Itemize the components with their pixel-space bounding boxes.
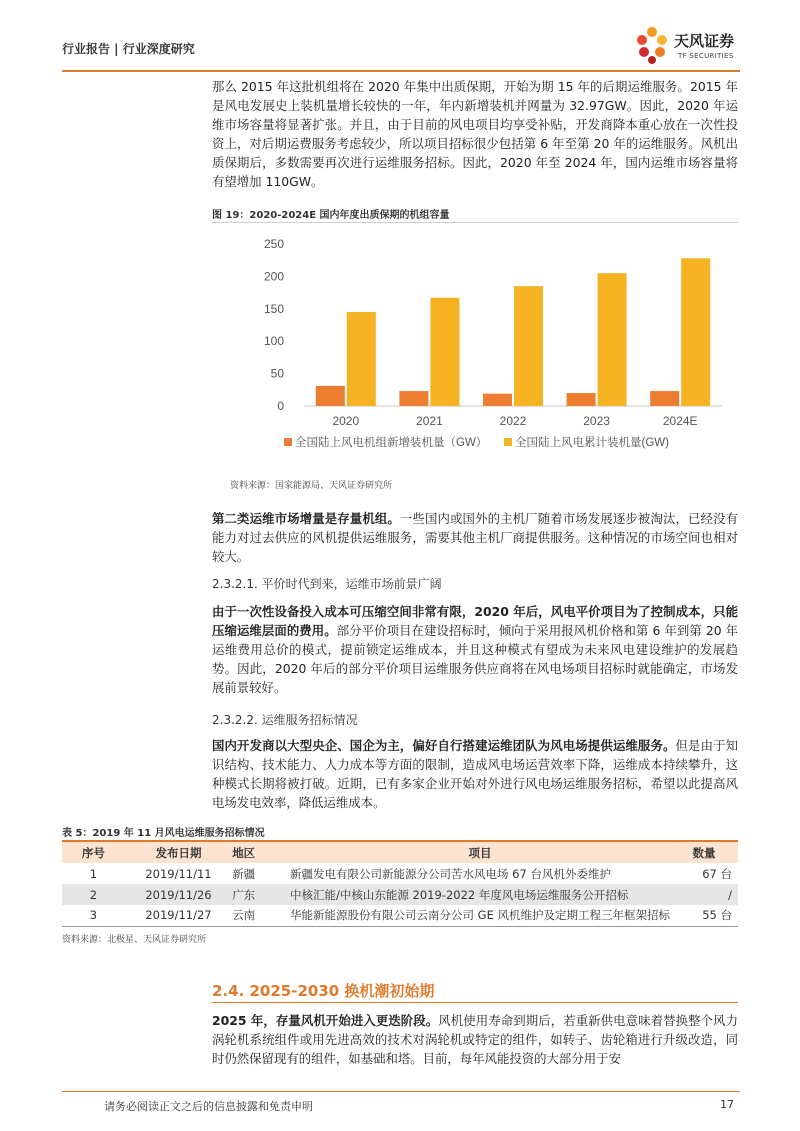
- legend-label-cumulative: 全国陆上风电累计装机量(GW): [515, 437, 669, 449]
- col-header-quantity: 数量: [670, 841, 738, 863]
- section-divider: [212, 1002, 738, 1003]
- bar-cumulative-installations: [430, 298, 459, 406]
- paragraph-body: 风机使用寿命到期后，若重新供电意味着替换整个风力涡轮机系统组件或用先进高效的技术对涡轮机或特定的组件，如转子、齿轮箱进行升级改造，同时仍然保留现有的组件，如基础和塔。目前，每年风能投资的大部分用于安: [212, 1013, 738, 1066]
- y-tick-label: 0: [277, 399, 284, 413]
- logo-petal: [637, 35, 647, 45]
- logo-name-cn: 天风证券: [674, 32, 735, 50]
- figure-title-divider: [212, 222, 738, 223]
- col-header-index: 序号: [62, 841, 125, 863]
- table-source: 资料来源：北极星、天风证券研究所: [62, 935, 207, 945]
- table-header-row: [62, 841, 738, 863]
- bidding-table: [62, 840, 738, 927]
- paragraph-lead: 由于一次性设备投入成本可压缩空间非常有限，2020 年后，风电平价项目为了控制成本，只能压缩运维层面的费用。: [212, 604, 738, 638]
- x-tick-label: 2021: [416, 414, 443, 428]
- logo-petal: [648, 56, 656, 64]
- cell-index: 1: [89, 866, 98, 881]
- paragraph-parity: [212, 602, 738, 697]
- paragraph-lead: 国内开发商以大型央企、国企为主，偏好自行搭建运维团队为风电场提供运维服务。: [212, 738, 676, 753]
- report-type-label: 行业报告 | 行业深度研究: [62, 42, 195, 56]
- capacity-bar-chart: [212, 226, 738, 471]
- paragraph-bidding: [212, 736, 738, 812]
- cell-quantity: 55 台: [670, 905, 738, 926]
- cell-date: 2019/11/11: [145, 866, 212, 881]
- paragraph-replacement: [212, 1011, 738, 1068]
- cell-quantity: 67 台: [702, 866, 732, 881]
- paragraph-lead: 第二类运维市场增量是存量机组。: [212, 511, 400, 526]
- paragraph-existing-units: [212, 509, 738, 566]
- y-tick-label: 250: [263, 237, 284, 251]
- cell-index: 3: [62, 905, 125, 926]
- col-header-project: 项目: [290, 841, 670, 863]
- subsection-title-parity: 2.3.2.1. 平价时代到来，运维市场前景广阔: [212, 577, 442, 591]
- cell-region: 云南: [232, 905, 290, 926]
- paragraph-lead: 2025 年，存量风机开始进入更迭阶段。: [212, 1013, 439, 1028]
- bar-cumulative-installations: [681, 258, 710, 406]
- legend-swatch-cumulative: [504, 438, 512, 446]
- x-tick-label: 2024E: [662, 414, 698, 428]
- x-tick-label: 2023: [583, 414, 610, 428]
- bar-new-installations: [567, 393, 596, 406]
- col-header-region: 地区: [232, 841, 290, 863]
- bar-cumulative-installations: [514, 286, 543, 406]
- bar-new-installations: [316, 386, 345, 406]
- figure-title: 图 19：2020-2024E 国内年度出质保期的机组容量: [212, 210, 450, 221]
- footer-disclaimer: 请务必阅读正文之后的信息披露和免责申明: [104, 1100, 313, 1113]
- section-title: 2.4. 2025-2030 换机潮初始期: [212, 982, 435, 1000]
- logo-name-en: TF SECURITIES: [678, 52, 734, 60]
- logo-petal: [639, 47, 649, 57]
- paragraph-body: 但是由于知识结构、技术能力、人力成本等方面的限制，造成风电场运营效率下降，运维成本持续攀升，这种模式长期将被打破。近期，已有多家企业开始对外进行风电场运维服务招标，希望以此提高风电场发电效率，降低运维成本。: [212, 738, 739, 810]
- paragraph-2015-capacity: 那么 2015 年这批机组将在 2020 年集中出质保期，开始为期 15 年的后期运维服务。2015 年是风电发展史上装机量增长较快的一年，年内新增装机并网量为 32.97GW。因此，2020 年运维市场容量将显著扩张。并且，由于目前的风电项目均享受补贴，开发商降本重心放在一次性投资上，对后期运费服务考虑较少，所以项目招标很少包括第 6 年至第 20 年的运维服务。风机出质保期后，多数需要再次进行运维服务招标。因此，2020 年至 2024 年，国内运维市场容量将有望增加 110GW。: [212, 79, 738, 189]
- bar-cumulative-installations: [347, 312, 376, 406]
- legend-label-new: 全国陆上风电机组新增装机量（GW）: [295, 437, 488, 449]
- y-tick-label: 150: [263, 301, 284, 316]
- figure-source: 资料来源：国家能源局、天风证券研究所: [230, 481, 393, 491]
- y-tick-label: 50: [270, 366, 284, 381]
- logo-petal: [657, 35, 667, 45]
- table-title: 表 5：2019 年 11 月风电运维服务招标情况: [62, 828, 265, 839]
- x-tick-label: 2020: [332, 414, 360, 428]
- bar-new-installations: [650, 391, 679, 406]
- table-row: [62, 884, 738, 905]
- y-tick-label: 200: [263, 269, 284, 284]
- table-row: [62, 863, 738, 884]
- x-tick-label: 2022: [499, 414, 527, 428]
- cell-region: 新疆: [232, 866, 256, 881]
- cell-region: 广东: [232, 884, 290, 905]
- subsection-title-bidding: 2.3.2.2. 运维服务招标情况: [212, 713, 358, 727]
- bar-new-installations: [483, 394, 512, 406]
- cell-date: 2019/11/26: [125, 884, 232, 905]
- cell-project: 新疆发电有限公司新能源分公司苦水风电场 67 台风机外委维护: [290, 866, 611, 881]
- paragraph-body: 一些国内或国外的主机厂随着市场发展逐步被淘汰，已经没有能力对过去供应的风机提供运维服务，需要其他主机厂商提供服务。这种情况的市场空间也相对较大。: [212, 511, 739, 564]
- cell-quantity: /: [670, 884, 738, 905]
- footer-divider: [62, 1091, 740, 1092]
- table-row: [62, 905, 738, 926]
- bar-new-installations: [399, 391, 428, 406]
- header-divider: [62, 70, 740, 72]
- logo-petal: [647, 27, 657, 37]
- cell-project: 中核汇能/中核山东能源 2019-2022 年度风电场运维服务公开招标: [290, 884, 670, 905]
- page-number: 17: [720, 1098, 734, 1111]
- logo-petal: [655, 47, 665, 57]
- bar-cumulative-installations: [598, 273, 627, 406]
- cell-project: 华能新能源股份有限公司云南分公司 GE 风机维护及定期工程三年框架招标: [290, 905, 670, 926]
- cell-index: 2: [62, 884, 125, 905]
- y-tick-label: 100: [263, 334, 284, 349]
- col-header-date: 发布日期: [125, 841, 232, 863]
- cell-date: 2019/11/27: [125, 905, 232, 926]
- legend-swatch-new: [284, 438, 292, 446]
- paragraph-body: 部分平价项目在建设招标时，倾向于采用报风机价格和第 6 年到第 20 年运维费用总价的模式，提前锁定运维成本，并且这种模式有望成为未来风电建设维护的发展趋势。因此，2020 年后的部分平价项目运维服务供应商将在风电场项目招标时就能确定，市场发展前景较好。: [212, 623, 739, 695]
